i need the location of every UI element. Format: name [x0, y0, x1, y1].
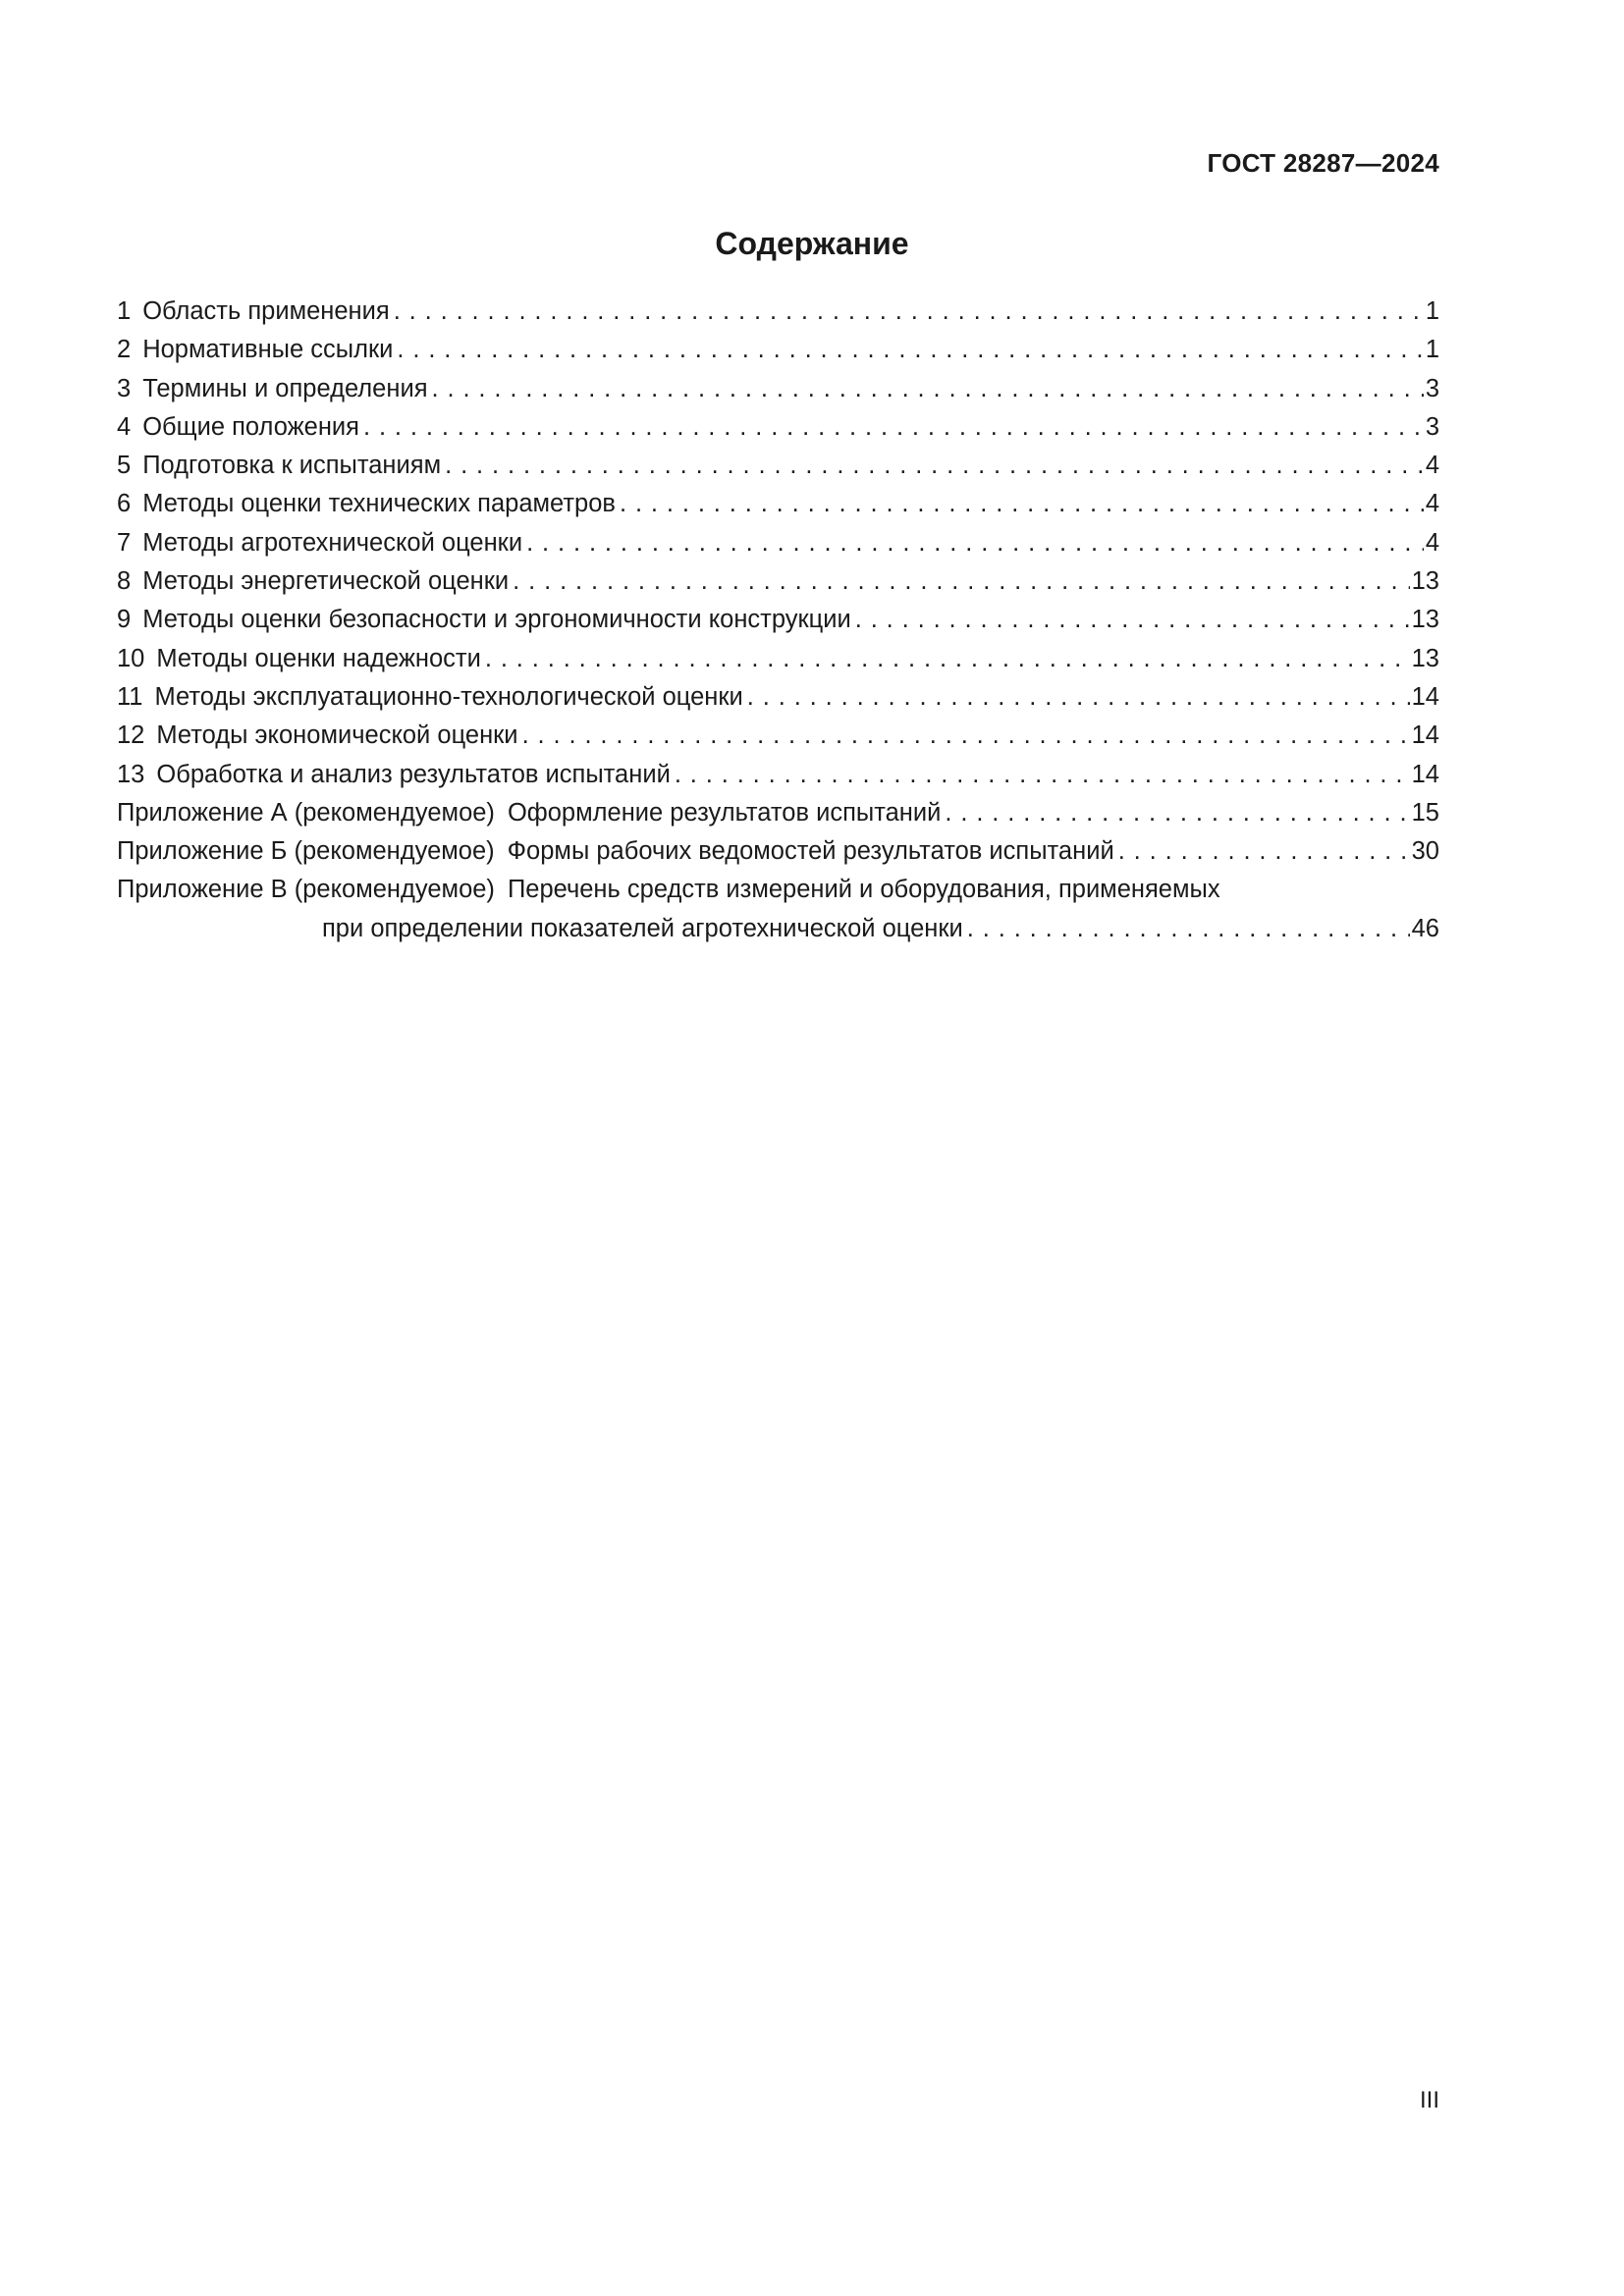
- toc-entry[interactable]: [117, 370, 1439, 408]
- toc-entry-number: 3: [117, 374, 132, 402]
- toc-entry-page: 14: [1411, 760, 1439, 788]
- appendix-kind: Приложение А (рекомендуемое): [117, 798, 495, 827]
- toc-entry-page: 3: [1425, 374, 1439, 402]
- toc-entry[interactable]: [117, 408, 1439, 447]
- toc-entry[interactable]: [117, 447, 1439, 485]
- toc-entry-title: Методы оценки технических параметров: [142, 490, 616, 518]
- dot-leader: [855, 601, 1410, 639]
- appendix-title: Формы рабочих ведомостей результатов испытаний: [507, 837, 1114, 866]
- toc-entry-title: Методы оценки надежности: [156, 644, 481, 672]
- toc-entry[interactable]: [117, 640, 1439, 678]
- toc-entry-title: Методы эксплуатационно-технологической оценки: [154, 682, 743, 711]
- toc-entry-number: 6: [117, 490, 132, 518]
- toc-entry-number: 1: [117, 297, 132, 325]
- dot-leader: [445, 447, 1424, 485]
- toc-entry-page: 1: [1425, 336, 1439, 364]
- toc-appendix-entry[interactable]: [117, 794, 1439, 832]
- toc-entry-number: 4: [117, 412, 132, 441]
- dot-leader: [675, 756, 1410, 794]
- toc-entry-page: 3: [1425, 412, 1439, 441]
- toc-appendix-entry[interactable]: [117, 832, 1439, 871]
- toc-entry-page: 4: [1425, 528, 1439, 557]
- appendix-kind: Приложение В (рекомендуемое): [117, 876, 495, 904]
- toc-entry-title: Методы агротехнической оценки: [142, 528, 523, 557]
- toc-entry-number: 2: [117, 336, 132, 364]
- dot-leader: [394, 293, 1424, 331]
- toc-appendix-entry[interactable]: [117, 871, 1439, 948]
- appendix-page: 30: [1411, 837, 1439, 866]
- toc-entry-number: 7: [117, 528, 132, 557]
- appendix-kind: Приложение Б (рекомендуемое): [117, 837, 495, 866]
- toc-entry[interactable]: [117, 756, 1439, 794]
- appendix-title-continuation: при определении показателей агротехнической оценки: [322, 914, 963, 942]
- dot-leader: [945, 794, 1409, 832]
- toc-entry[interactable]: [117, 678, 1439, 717]
- toc-entry[interactable]: [117, 485, 1439, 523]
- toc-title: Содержание: [715, 226, 909, 261]
- toc-entry-title: Методы оценки безопасности и эргономичности конструкции: [142, 606, 851, 634]
- toc-entry-page: 1: [1425, 297, 1439, 325]
- toc-entry-title: Методы экономической оценки: [156, 721, 518, 750]
- toc-entry-number: 12: [117, 721, 145, 750]
- appendix-page: 46: [1411, 914, 1439, 942]
- page-number: III: [1419, 2087, 1439, 2113]
- toc-entry[interactable]: [117, 717, 1439, 755]
- toc-entry-page: 13: [1411, 567, 1439, 596]
- toc-entry[interactable]: [117, 524, 1439, 562]
- toc-entry-number: 11: [117, 682, 143, 711]
- toc-entry-number: 8: [117, 567, 132, 596]
- toc-entry-page: 4: [1425, 490, 1439, 518]
- toc-entry-page: 13: [1411, 644, 1439, 672]
- toc-entry-number: 5: [117, 452, 132, 480]
- dot-leader: [363, 408, 1424, 447]
- toc-entry-page: 13: [1411, 606, 1439, 634]
- appendix-title: Перечень средств измерений и оборудования, применяемых: [507, 876, 1220, 904]
- toc-entry-title: Подготовка к испытаниям: [142, 452, 442, 480]
- toc-entry-number: 9: [117, 606, 132, 634]
- toc-entry-title: Методы энергетической оценки: [142, 567, 510, 596]
- toc-entry[interactable]: [117, 293, 1439, 331]
- dot-leader: [397, 331, 1423, 369]
- toc-entry-title: Общие положения: [142, 412, 359, 441]
- table-of-contents: [117, 293, 1439, 948]
- dot-leader: [620, 485, 1424, 523]
- dot-leader: [747, 678, 1410, 717]
- dot-leader: [522, 717, 1410, 755]
- toc-entry-page: 14: [1411, 682, 1439, 711]
- appendix-page: 15: [1411, 798, 1439, 827]
- toc-entry[interactable]: [117, 601, 1439, 639]
- toc-entry-page: 4: [1425, 452, 1439, 480]
- dot-leader: [432, 370, 1424, 408]
- toc-entry-title: Область применения: [142, 297, 390, 325]
- toc-entry[interactable]: [117, 331, 1439, 369]
- dot-leader: [1118, 832, 1410, 871]
- toc-entry-page: 14: [1411, 721, 1439, 750]
- toc-entry-title: Обработка и анализ результатов испытаний: [156, 760, 671, 788]
- toc-entry-number: 10: [117, 644, 145, 672]
- document-code: ГОСТ 28287—2024: [1207, 148, 1439, 178]
- toc-entry-number: 13: [117, 760, 145, 788]
- dot-leader: [513, 562, 1409, 601]
- dot-leader: [967, 910, 1410, 948]
- toc-entry-title: Термины и определения: [142, 374, 428, 402]
- appendix-title: Оформление результатов испытаний: [507, 798, 942, 827]
- toc-entry[interactable]: [117, 562, 1439, 601]
- toc-entry-title: Нормативные ссылки: [142, 336, 394, 364]
- dot-leader: [526, 524, 1424, 562]
- dot-leader: [485, 640, 1410, 678]
